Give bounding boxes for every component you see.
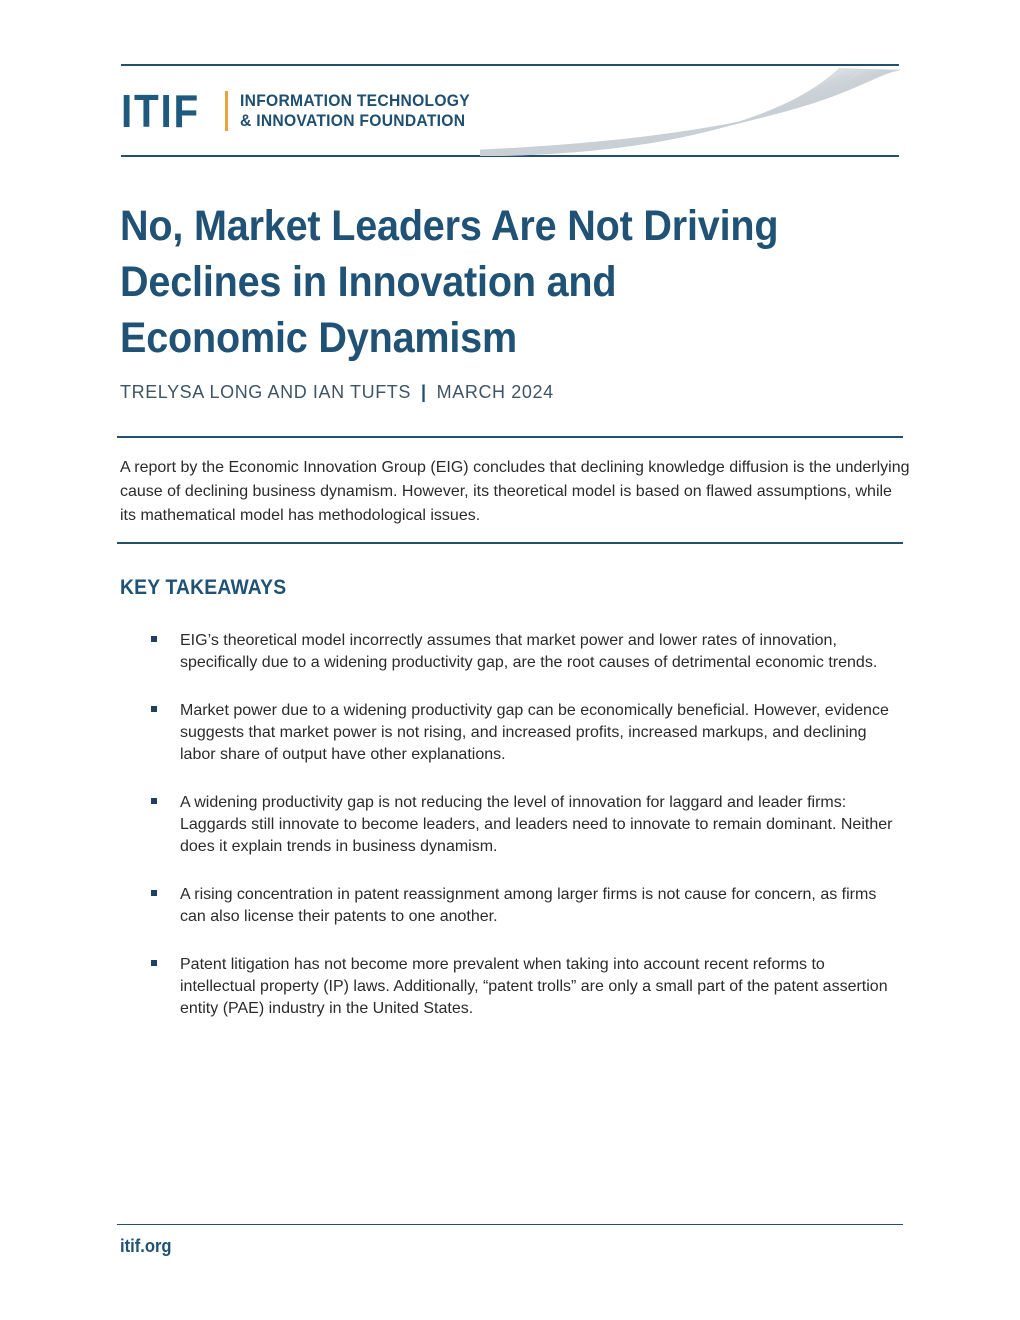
logo-divider [225, 91, 228, 131]
report-title [120, 198, 782, 366]
wave-line [480, 69, 868, 153]
takeaway-item [150, 700, 900, 766]
wave-line [480, 70, 886, 152]
wave-line [480, 69, 860, 154]
key-takeaways-list [150, 630, 900, 1020]
wave-line [480, 69, 880, 152]
title-line-3: Economic Dynamism [120, 314, 517, 362]
wave-line [480, 68, 851, 155]
takeaway-text: EIG’s theoretical model incorrectly assumes that market power and lower rates of innovation, specifically due to a widening productivity gap, are the root causes of detrimental economic trends. [180, 632, 878, 671]
byline-date: MARCH 2024 [436, 382, 554, 402]
wave-line [480, 69, 874, 152]
wave-line [480, 68, 845, 155]
footer-rule [117, 1224, 903, 1225]
byline-authors: TRELYSA LONG AND IAN TUFTS [120, 382, 411, 402]
abstract-text: A report by the Economic Innovation Group (EIG) concludes that declining knowledge diffusion is the underlying cause of declining business dynamism. However, its theoretical model is based on flawed assumptions, while its mathematical model has methodological issues. [120, 459, 910, 524]
takeaway-item [150, 792, 900, 858]
wave-line [480, 68, 854, 154]
bullet-icon [151, 636, 157, 642]
bullet-icon [151, 798, 157, 804]
takeaway-text: Market power due to a widening productivity gap can be economically beneficial. However, evidence suggests that market power is not rising, and increased profits, increased markups, and declining labor share of output have other explanations. [180, 702, 889, 763]
takeaway-item [150, 954, 900, 1020]
wave-line [480, 69, 857, 155]
logo-org-line-2: & INNOVATION FOUNDATION [240, 111, 466, 130]
wave-line [480, 68, 840, 156]
wave-line [480, 68, 846, 155]
wave-line [480, 69, 872, 153]
byline [120, 382, 554, 403]
wave-line [480, 69, 882, 151]
bullet-icon [151, 706, 157, 712]
wave-line [480, 68, 843, 156]
takeaway-text: A widening productivity gap is not reducing the level of innovation for laggard and leader firms: Laggards still innovate to become leaders, and leaders need to innovate to remain dominant. Neither does it explain trends in business dynamism. [180, 794, 893, 855]
wave-line [480, 69, 875, 152]
takeaway-text: Patent litigation has not become more prevalent when taking into account recent reforms to intellectual property (IP) laws. Additionally, “patent trolls” are only a small part of the patent assertion entity (PAE) industry in the United States. [180, 956, 888, 1017]
wave-line [480, 69, 863, 154]
wave-line [480, 69, 877, 152]
logo-org-name [240, 91, 470, 131]
wave-line [480, 68, 842, 156]
wave-line [480, 69, 858, 155]
takeaway-text: A rising concentration in patent reassignment among larger firms is not cause for concern, as firms can also license their patents to one another. [180, 886, 877, 925]
bullet-icon [151, 960, 157, 966]
wave-line [480, 69, 885, 151]
wave-line [480, 69, 871, 153]
wave-line [480, 69, 865, 154]
header-wave-graphic [480, 66, 900, 156]
byline-separator: | [421, 382, 427, 402]
wave-line [480, 69, 878, 152]
abstract-top-rule [117, 436, 903, 438]
wave-line [480, 69, 883, 151]
wave-line [480, 69, 866, 154]
abstract-bottom-rule [117, 542, 903, 544]
title-line-2: Declines in Innovation and [120, 258, 617, 306]
wave-line [480, 68, 852, 154]
logo-mark: ITIF [121, 85, 200, 137]
footer-website-link[interactable]: itif.org [120, 1236, 172, 1256]
key-takeaways-heading: KEY TAKEAWAYS [120, 576, 287, 599]
logo-org-line-1: INFORMATION TECHNOLOGY [240, 91, 470, 110]
wave-line [480, 69, 855, 155]
wave-line [480, 69, 869, 153]
wave-line [480, 68, 849, 155]
itif-logo[interactable] [121, 85, 490, 137]
title-line-1: No, Market Leaders Are Not Driving [120, 202, 779, 250]
takeaway-item [150, 630, 900, 674]
bullet-icon [151, 890, 157, 896]
takeaway-item [150, 884, 900, 928]
wave-line [480, 69, 862, 154]
wave-line [480, 68, 848, 155]
